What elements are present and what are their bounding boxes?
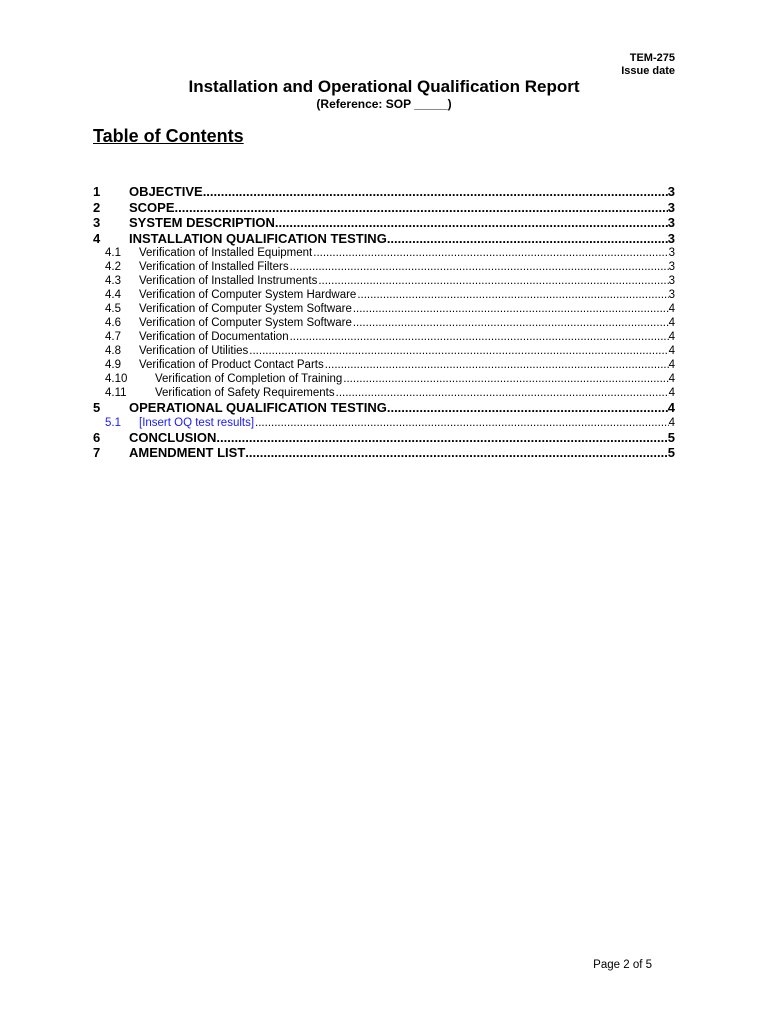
toc-entry-title: OPERATIONAL QUALIFICATION TESTING <box>129 400 387 415</box>
page-number: Page 2 of 5 <box>593 959 652 971</box>
toc-entry-title: Verification of Safety Requirements <box>155 387 335 399</box>
toc-entry-documentation[interactable] <box>93 330 675 344</box>
toc-entry-page: 5 <box>667 429 675 445</box>
toc-entry-number: 4 <box>93 230 101 246</box>
table-of-contents <box>93 184 675 461</box>
document-subtitle: (Reference: SOP _____) <box>316 97 452 111</box>
document-title: Installation and Operational Qualification Report <box>188 77 580 96</box>
toc-entry-number: 4.9 <box>105 359 121 371</box>
toc-entry-number: 4.5 <box>105 303 121 315</box>
toc-dot-leader <box>275 215 668 231</box>
toc-dot-leader <box>336 386 669 400</box>
toc-entry-number: 4.7 <box>105 331 121 343</box>
toc-dot-leader <box>216 430 667 446</box>
toc-entry-installation-qualification[interactable] <box>93 231 675 247</box>
toc-entry-page: 3 <box>668 289 675 301</box>
toc-entry-training[interactable] <box>93 372 675 386</box>
toc-entry-title: [Insert OQ test results] <box>139 416 255 429</box>
toc-dot-leader <box>343 372 668 386</box>
toc-entry-title: Verification of Computer System Hardware <box>139 289 357 301</box>
toc-dot-leader <box>353 302 669 316</box>
toc-dot-leader <box>203 184 668 200</box>
toc-entry-page: 4 <box>668 317 675 329</box>
toc-dot-leader <box>387 231 668 247</box>
toc-entry-page: 4 <box>668 416 675 429</box>
toc-entry-operational-qualification[interactable] <box>93 400 675 416</box>
toc-entry-page: 3 <box>667 215 675 230</box>
toc-dot-leader <box>318 274 668 288</box>
toc-entry-objective[interactable] <box>93 184 675 200</box>
toc-entry-title: Verification of Product Contact Parts <box>139 359 324 371</box>
toc-entry-title: Verification of Utilities <box>139 345 249 357</box>
toc-dot-leader <box>357 288 668 302</box>
toc-entry-title: Verification of Completion of Training <box>155 373 343 385</box>
toc-entry-system-description[interactable] <box>93 215 675 231</box>
toc-entry-number: 3 <box>93 215 101 230</box>
toc-entry-page: 3 <box>667 184 675 199</box>
toc-entry-page: 4 <box>668 387 675 399</box>
toc-entry-page: 5 <box>667 445 675 460</box>
toc-entry-number: 4.2 <box>105 261 121 273</box>
toc-entry-number: 4.1 <box>105 247 121 259</box>
toc-entry-installed-filters[interactable] <box>93 260 675 274</box>
toc-entry-title: SYSTEM DESCRIPTION <box>129 215 275 230</box>
issue-date: Issue date <box>621 65 675 77</box>
toc-entry-number: 5 <box>93 400 101 415</box>
toc-dot-leader <box>387 400 668 416</box>
toc-dot-leader <box>255 416 669 430</box>
toc-heading: Table of Contents <box>93 126 244 146</box>
document-code: TEM-275 <box>629 52 675 64</box>
toc-entry-title: Verification of Installed Instruments <box>139 275 318 287</box>
toc-entry-computer-hardware[interactable] <box>93 288 675 302</box>
toc-entry-oq-test-results[interactable] <box>93 416 675 430</box>
toc-entry-number: 6 <box>93 429 101 445</box>
toc-entry-page: 4 <box>668 373 675 385</box>
toc-entry-page: 4 <box>668 359 675 371</box>
toc-entry-utilities[interactable] <box>93 344 675 358</box>
toc-entry-number: 4.6 <box>105 317 121 329</box>
toc-entry-page: 4 <box>668 303 675 315</box>
toc-entry-scope[interactable] <box>93 200 675 216</box>
toc-entry-title: SCOPE <box>129 199 175 215</box>
toc-entry-number: 1 <box>93 184 101 199</box>
toc-entry-number: 4.4 <box>105 289 121 301</box>
toc-entry-title: Verification of Installed Equipment <box>139 247 313 259</box>
toc-entry-number: 4.3 <box>105 275 121 287</box>
toc-dot-leader <box>175 200 668 216</box>
toc-dot-leader <box>290 330 669 344</box>
toc-entry-page: 3 <box>667 199 675 215</box>
toc-entry-amendment-list[interactable] <box>93 445 675 461</box>
toc-dot-leader <box>245 445 667 461</box>
toc-entry-page: 4 <box>668 345 675 357</box>
toc-entry-conclusion[interactable] <box>93 430 675 446</box>
toc-entry-computer-software[interactable] <box>93 302 675 316</box>
toc-entry-page: 3 <box>668 261 675 273</box>
toc-entry-page: 3 <box>668 275 675 287</box>
toc-entry-page: 4 <box>667 400 675 415</box>
toc-entry-computer-software-2[interactable] <box>93 316 675 330</box>
toc-dot-leader <box>290 260 669 274</box>
toc-entry-title: Verification of Installed Filters <box>139 261 289 273</box>
toc-entry-number: 5.1 <box>105 416 121 429</box>
toc-entry-number: 4.10 <box>105 373 128 385</box>
toc-dot-leader <box>325 358 669 372</box>
toc-entry-number: 2 <box>93 199 101 215</box>
toc-entry-title: Verification of Computer System Software <box>139 317 352 329</box>
toc-entry-number: 7 <box>93 445 101 460</box>
toc-entry-page: 4 <box>668 331 675 343</box>
toc-entry-safety-requirements[interactable] <box>93 386 675 400</box>
toc-entry-number: 4.8 <box>105 345 121 357</box>
toc-entry-installed-instruments[interactable] <box>93 274 675 288</box>
toc-entry-product-contact-parts[interactable] <box>93 358 675 372</box>
toc-entry-title: OBJECTIVE <box>129 184 203 199</box>
toc-entry-installed-equipment[interactable] <box>93 246 675 260</box>
toc-entry-title: Verification of Documentation <box>139 331 289 343</box>
toc-entry-number: 4.11 <box>105 387 127 399</box>
toc-entry-title: INSTALLATION QUALIFICATION TESTING <box>129 230 387 246</box>
toc-entry-page: 3 <box>667 230 675 246</box>
toc-entry-page: 3 <box>668 247 675 259</box>
toc-entry-title: Verification of Computer System Software <box>139 303 352 315</box>
toc-dot-leader <box>353 316 669 330</box>
toc-entry-title: AMENDMENT LIST <box>129 445 246 460</box>
toc-dot-leader <box>249 344 668 358</box>
toc-dot-leader <box>313 246 668 260</box>
toc-entry-title: CONCLUSION <box>129 429 217 445</box>
